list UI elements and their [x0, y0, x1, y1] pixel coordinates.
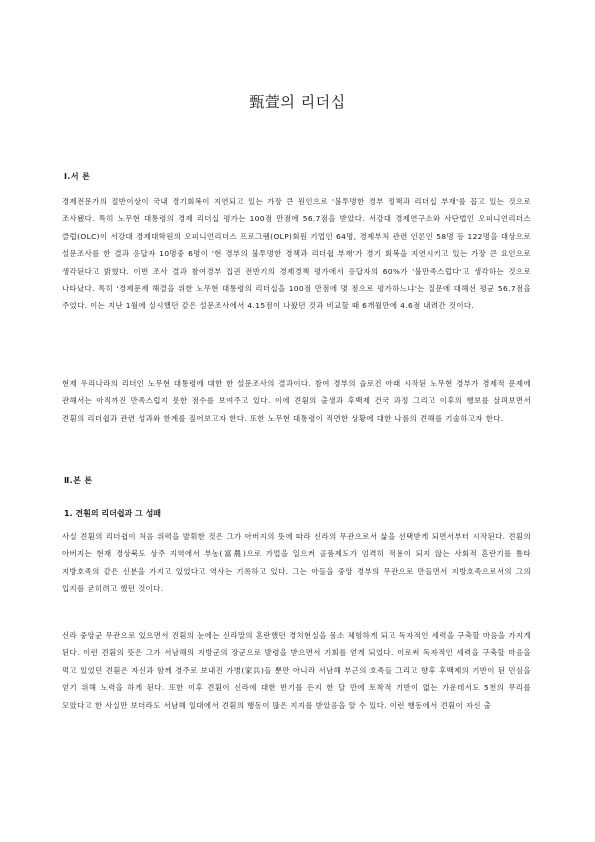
paragraph-body-1: 사실 견훤의 리더쉽이 처음 위력을 발휘한 것은 그가 아버지의 뜻에 따라 신라의 무관으로서 삶을 선택받게 되면서부터 시작된다. 견훤의 아버지는 현재 경상북도 상주 지역에서 부농(富農)으로 가업을 일으켜 골품제도가 엄격히 적용이 되지 않는 사회적 혼란기를 틈타 지방호족의 같은 신분을 가지고 있었다고 역사는 기록하고 있다. 그는 아들을 중앙 경부의 무관으로 만들면서 지방호족으로서의 그의 입지를 굳히려고 했던 것이다. — [62, 532, 531, 594]
paragraph-intro-2: 현재 우리나라의 리더인 노무현 대통령에 대한 한 설문조사의 결과이다. 참여 경부의 슬로건 아래 시작된 노무현 경부가 경제적 문제에 관해서는 아직까진 만족스럽지 못한 점수를 보여주고 있다. 이에 견훤의 출생과 후백제 건국 과정 그리고 이후의 행보를 살펴보면서 견훤의 리더쉽과 관련 성과와 한계를 짚어보고자 한다. 또한 노무현 대통령이 직면한 상황에 대한 나름의 견해를 기술하고자 한다. — [62, 379, 531, 423]
subheading-leadership: 1. 견훤의 리더쉽과 그 성패 — [64, 509, 162, 518]
section-heading-intro: Ⅰ.서 론 — [64, 172, 91, 181]
section-heading-body: Ⅱ.본 론 — [64, 476, 93, 485]
document-title: 甄萱의 리더십 — [249, 93, 346, 111]
paragraph-intro-1: 경제전문가의 절반이상이 국내 경기회복이 지연되고 있는 가장 큰 원인으로 '불투명한 경부 정책과 리더십 부재'를 꼽고 있는 것으로 조사됐다. 특히 노무현 대통령의 경제 리더십 평가는 100점 만점에 56.7점을 받았다. 서강대 경제연구소와 사단법인 오피니언리더스 클럽(OLC)이 서강대 경제대학원의 오피니언리더스 프로그램(OLP)회원 기업인 64명, 경제부처 관련 인론인 58명 등 122명을 대상으로 설문조사를 한 결과 응답자 10명중 6명이 '현 경부의 불투명한 경책과 리더쉽 부재'가 경기 회복을 지연시키고 있는 가장 큰 요인으로 생각된다고 밝혔다. 이번 조사 결과 참여경부 집권 전반기의 경제경책 평가에서 응답자의 60%가 '불만족스럽다'고 생각하는 것으로 나타났다. 특히 '경제문제 해결을 위한 노무현 대통령의 리더십을 100점 만점에 몇 점으로 평가하느냐'는 질문에 대해선 평균 56.7점을 주었다. 이는 지난 1월에 실시했던 같은 설문조사에서 4.15점이 나왔던 것과 비교할 때 6개월만에 4.6점 내려간 것이다. — [62, 197, 531, 311]
paragraph-body-2: 신라 중앙군 무관으로 있으면서 견훤의 눈에는 신라말의 혼란했던 경치현실을 몸소 체험하게 되고 독자적인 세력을 구축할 마음을 가지게 된다. 이런 견훤의 뜻은 그가 서남해의 지방군의 장군으로 발령을 받으면서 기회를 얻게 되었다. 이로써 독자적인 세력을 구축할 마음을 먹고 있었던 견훤은 자신과 함께 경주로 보내진 가병(家兵)들 뿐만 아니라 서남해 부근의 호족들 그리고 향후 후백제의 기반이 된 민심을 얻기 위해 노력을 하게 된다. 또한 이후 견훤이 신라에 대한 반기를 든지 한 달 만에 토착적 기반이 없는 가운데서도 5천의 무리를 모았다고 한 사실만 보더라도 서남해 일대에서 견훤의 행동이 많은 지지를 받았음을 알 수 있다. 이런 행동에서 견훤이 자신 출 — [62, 631, 531, 710]
